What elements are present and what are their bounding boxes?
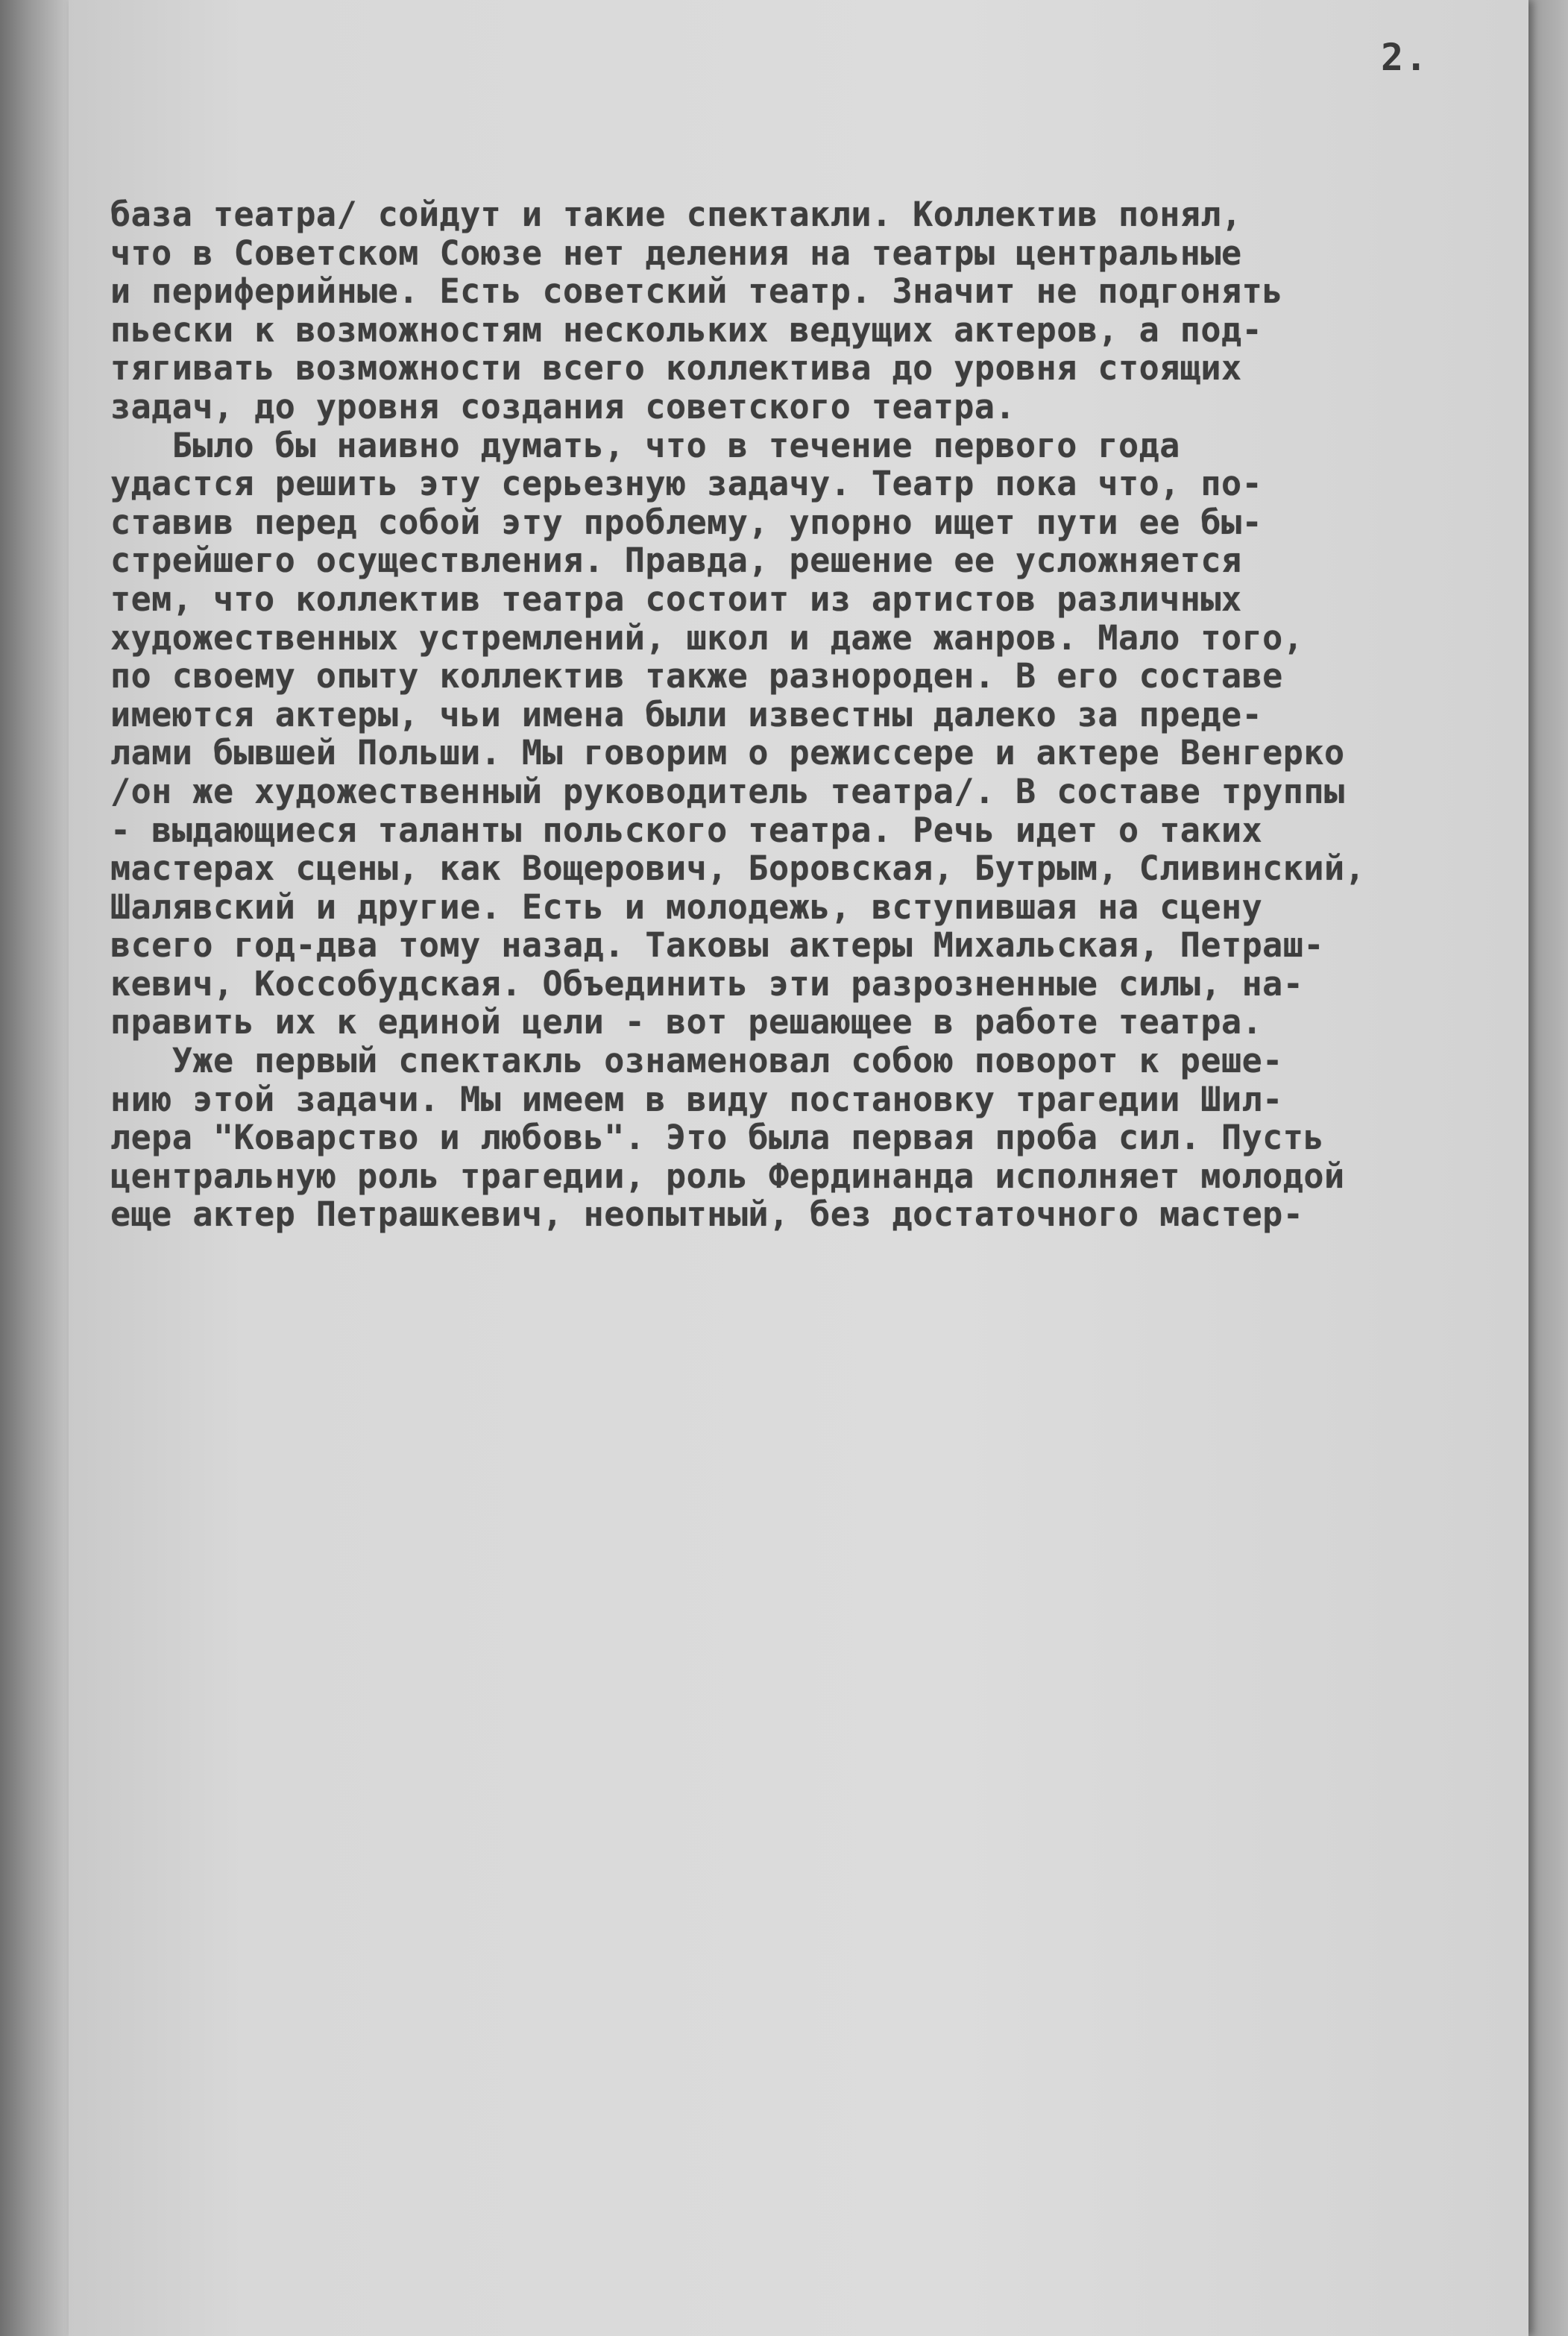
text-line: Было бы наивно думать, что в течение первого года (110, 425, 1180, 465)
text-line: центральную роль трагедии, роль Фердинанда исполняет молодой (110, 1156, 1345, 1196)
text-line: лера "Коварство и любовь". Это была первая проба сил. Пусть (110, 1118, 1324, 1158)
text-line: стрейшего осуществления. Правда, решение ее усложняется (110, 541, 1242, 581)
text-line: ставив перед собой эту проблему, упорно ищет пути ее бы- (110, 502, 1263, 542)
text-line: еще актер Петрашкевич, неопытный, без достаточного мастер- (110, 1194, 1304, 1235)
text-line: лами бывшей Польши. Мы говорим о режиссере и актере Венгерко (110, 733, 1345, 773)
typewritten-text (110, 195, 1527, 1234)
text-line: - выдающиеся таланты польского театра. Речь идет о таких (110, 810, 1263, 850)
text-line: править их к единой цели - вот решающее в работе театра. (110, 1002, 1263, 1042)
text-line: всего год-два тому назад. Таковы актеры Михальская, Петраш- (110, 925, 1324, 966)
page-number: 2. (1381, 36, 1429, 79)
scan-left-edge (0, 0, 69, 2336)
text-line: тягивать возможности всего коллектива до уровня стоящих (110, 348, 1242, 388)
text-line: и периферийные. Есть советский театр. Значит не подгонять (110, 271, 1283, 312)
text-line: тем, что коллектив театра состоит из артистов различных (110, 579, 1242, 619)
text-line: кевич, Коссобудская. Объединить эти разрозненные силы, на- (110, 963, 1304, 1004)
text-line: нию этой задачи. Мы имеем в виду постановку трагедии Шил- (110, 1079, 1283, 1119)
text-line: удастся решить эту серьезную задачу. Театр пока что, по- (110, 464, 1263, 504)
text-line: /он же художественный руководитель театра/. В составе труппы (110, 771, 1345, 811)
text-line: художественных устремлений, школ и даже жанров. Мало того, (110, 617, 1304, 658)
text-line: задач, до уровня создания советского театра. (110, 386, 1016, 426)
text-line: Уже первый спектакль ознаменовал собою поворот к реше- (110, 1041, 1283, 1081)
text-line: пьески к возможностям нескольких ведущих актеров, а под- (110, 309, 1263, 350)
text-line: база театра/ сойдут и такие спектакли. Коллектив понял, (110, 195, 1242, 234)
text-line: мастерах сцены, как Вощерович, Боровская, Бутрым, Сливинский, (110, 849, 1366, 889)
text-line: имеются актеры, чьи имена были известны далеко за преде- (110, 694, 1263, 734)
text-line: Шалявский и другие. Есть и молодежь, вступившая на сцену (110, 887, 1263, 927)
text-line: что в Советском Союзе нет деления на театры центральные (110, 233, 1242, 273)
scan-right-edge (1528, 0, 1568, 2336)
text-line: по своему опыту коллектив также разнороден. В его составе (110, 656, 1283, 696)
